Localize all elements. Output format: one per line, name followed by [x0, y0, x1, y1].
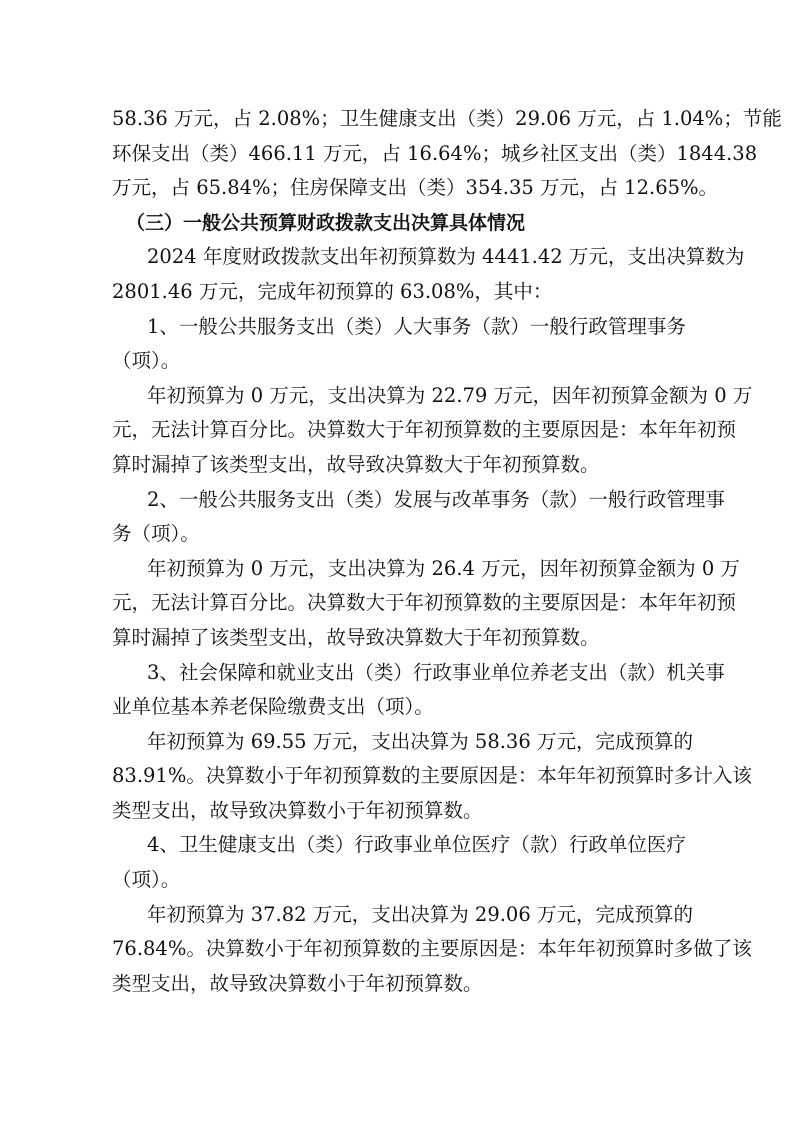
paragraph	[112, 725, 752, 829]
text-line: 类型支出，故导致决算数小于年初预算数。	[112, 798, 483, 822]
text-line: 年初预算为 69.55 万元，支出决算为 58.36 万元，完成预算的	[147, 729, 693, 753]
text-line: （项）。	[112, 868, 181, 892]
text-line: 2024 年度财政拨款支出年初预算数为 4441.42 万元，支出决算数为	[147, 245, 745, 269]
text-line: 年初预算为 0 万元，支出决算为 26.4 万元，因年初预算金额为 0 万	[147, 556, 740, 580]
document-page	[112, 102, 782, 1001]
text-line: 58.36 万元，占 2.08%；卫生健康支出（类）29.06 万元，占 1.04%；节能	[112, 107, 782, 130]
text-line: 算时漏掉了该类型支出，故导致决算数大于年初预算数。	[112, 625, 600, 649]
paragraph	[112, 240, 745, 309]
text-line: 4、卫生健康支出（类）行政事业单位医疗（款）行政单位医疗	[147, 833, 686, 857]
text-line: 业单位基本养老保险缴费支出（项）。	[112, 695, 434, 719]
paragraph	[112, 102, 782, 206]
paragraph	[112, 898, 752, 1002]
text-line: 1、一般公共服务支出（类）人大事务（款）一般行政管理事务	[147, 314, 686, 338]
text-line: 万元，占 65.84%；住房保障支出（类）354.35 万元，占 12.65%。	[112, 176, 719, 200]
text-line: 务（项）。	[112, 522, 200, 546]
paragraph	[112, 310, 686, 379]
paragraph	[112, 828, 686, 897]
text-line: 元，无法计算百分比。决算数大于年初预算数的主要原因是：本年年初预	[112, 418, 737, 442]
text-line: （三）一般公共预算财政拨款支出决算具体情况	[126, 211, 526, 234]
text-line: 83.91%。决算数小于年初预算数的主要原因是：本年年初预算时多计入该	[112, 764, 752, 788]
text-line: 2、一般公共服务支出（类）发展与改革事务（款）一般行政管理事	[147, 487, 725, 511]
text-line: 3、社会保障和就业支出（类）行政事业单位养老支出（款）机关事	[147, 660, 725, 684]
text-line: 76.84%。决算数小于年初预算数的主要原因是：本年年初预算时多做了该	[112, 937, 752, 961]
text-line: 元，无法计算百分比。决算数大于年初预算数的主要原因是：本年年初预	[112, 591, 737, 615]
paragraph	[112, 656, 725, 725]
text-line: （项）。	[112, 349, 181, 373]
paragraph	[112, 379, 753, 483]
section-heading	[112, 206, 680, 241]
text-line: 环保支出（类）466.11 万元，占 16.64%；城乡社区支出（类）1844.38	[112, 141, 758, 165]
paragraph	[112, 483, 725, 552]
paragraph	[112, 552, 740, 656]
text-line: 算时漏掉了该类型支出，故导致决算数大于年初预算数。	[112, 452, 600, 476]
text-line: 2801.46 万元，完成年初预算的 63.08%，其中：	[112, 279, 553, 303]
text-line: 年初预算为 37.82 万元，支出决算为 29.06 万元，完成预算的	[147, 902, 693, 926]
text-line: 类型支出，故导致决算数小于年初预算数。	[112, 971, 483, 995]
text-line: 年初预算为 0 万元，支出决算为 22.79 万元，因年初预算金额为 0 万	[147, 383, 753, 407]
